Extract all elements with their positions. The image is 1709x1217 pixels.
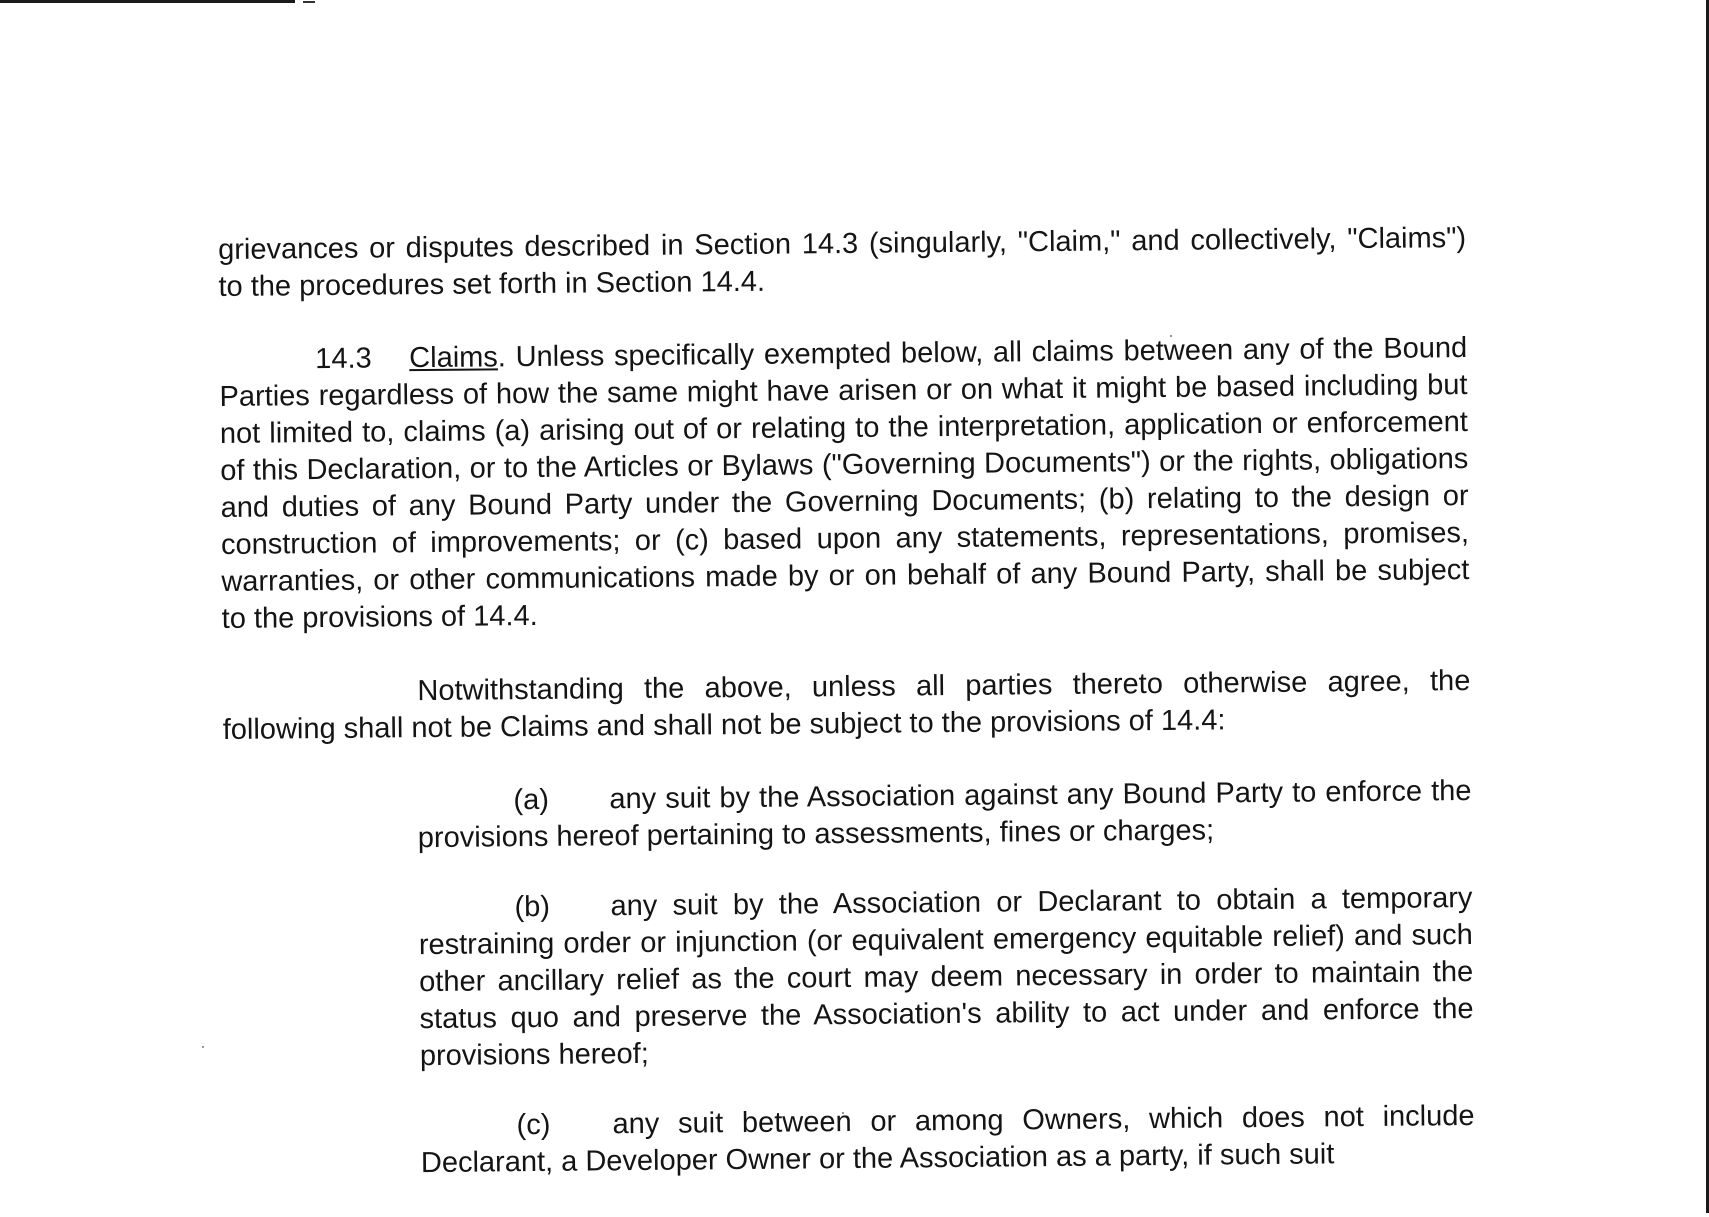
- exemption-text: any suit by the Association against any Bound Party to enforce the provisions hereof pertaining to assessments, fines or charges;: [417, 774, 1472, 855]
- section-title: Claims: [409, 341, 498, 375]
- exemption-label: (a): [513, 783, 550, 817]
- notwithstanding-paragraph: Notwithstanding the above, unless all parties thereto otherwise agree, the following shall not be Claims and shall not be subject to the provisions of 14.4:: [222, 664, 1471, 746]
- scan-artifact-top-line: [0, 0, 295, 3]
- section-number: 14.3: [315, 342, 372, 376]
- exemption-item-c: [420, 1098, 1475, 1182]
- continued-paragraph: grievances or disputes described in Section 14.3 (singularly, "Claim," and collectively, "Claims") to the procedures set forth in Section 14.4.: [218, 222, 1467, 303]
- scan-speck: [202, 1046, 204, 1048]
- section-body-text: . Unless specifically exempted below, all claims between any of the Bound Parties regardless of how the same might have arisen or on what it might be based including but not limited to, claims (a) arising out of or relating to the interpretation, application or enforcement of this Declaration, or to the Articles or Bylaws ("Governing Documents") or the rights, obligations and duties of any Bound Party under the Governing Documents; (b) relating to the design or construction of improvements; or (c) based upon any statements, representations, promises, warranties, or other communications made by or on behalf of any Bound Party, shall be subject to the provisions of 14.4.: [219, 332, 1470, 635]
- section-14-3-paragraph: [219, 330, 1470, 638]
- exemption-item-b: [418, 880, 1474, 1075]
- exemption-text: any suit by the Association or Declarant to obtain a temporary restraining order or injunction (or equivalent emergency equitable relief) and such other ancillary relief as the court may deem necessary in order to maintain the status quo and preserve the Association's ability to act under and enforce the provisions hereof;: [418, 881, 1474, 1073]
- exemption-label: (b): [514, 890, 551, 924]
- exemption-item-a: [417, 773, 1472, 857]
- exemption-text: any suit between or among Owners, which does not include Declarant, a Developer Owner or the Association as a party, if such suit: [420, 1099, 1475, 1180]
- scan-artifact-top-dash: [303, 1, 315, 3]
- exemptions-list: [417, 773, 1475, 1182]
- exemption-label: (c): [516, 1108, 551, 1142]
- document-page: [218, 220, 1475, 1217]
